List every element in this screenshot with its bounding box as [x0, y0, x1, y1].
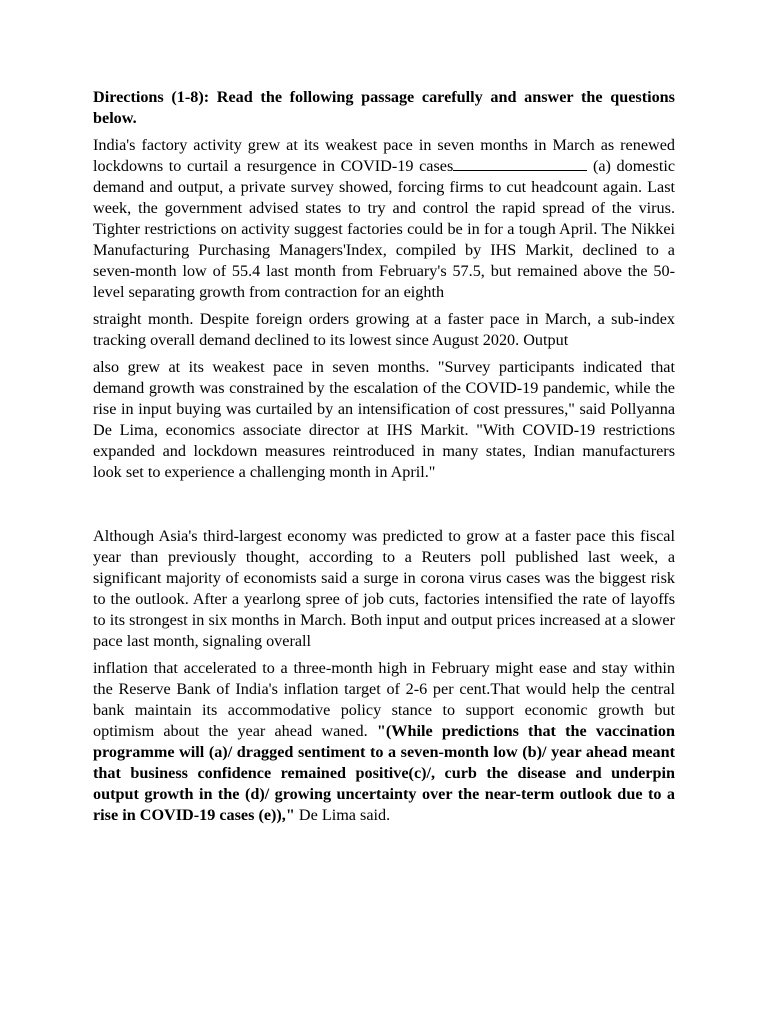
question-sentence-bold: "(While predictions that the vaccination programme will (a)/ dragged sentiment to a seven-month low (b)/ year ahead meant that business confidence remained positive(c)/, curb the disease and underpin output growth in the (d)/ growing uncertainty over the near-term outlook due to a rise in COVID-19 cases (e))," [93, 722, 676, 824]
paragraph-5-text: inflation that accelerated to a three-month high in February might ease and stay within the Reserve Bank of India's inflation target of 2-6 per cent.That would help the central bank maintain its accommodative policy stance to support economic growth but optimism about the year ahead waned. [93, 659, 675, 740]
paragraph-5 [93, 658, 675, 826]
directions-heading: Directions (1-8): Read the following passage carefully and answer the questions below. [93, 88, 675, 127]
paragraph-1-text-end: (a) domestic demand and output, a private survey showed, forcing firms to cut headcount again. Last week, the government advised states to try and control the rapid spread of the virus. Tighter restrictions on activity suggest factories could be in for a tough April. The Nikkei Manufacturing Purchasing Managers'Index, compiled by IHS Markit, declined to a seven-month low of 55.4 last month from February's 57.5, but remained above the 50-level separating growth from contraction for an eighth [93, 157, 676, 301]
paragraph-1 [93, 135, 675, 303]
fill-in-blank [453, 156, 587, 171]
paragraph-5-tail: De Lima said. [294, 806, 391, 824]
paragraph-3: also grew at its weakest pace in seven months. "Survey participants indicated that demand growth was constrained by the escalation of the COVID-19 pandemic, while the rise in input buying was curtailed by an intensification of cost pressures," said Pollyanna De Lima, economics associate director at IHS Markit. "With COVID-19 restrictions expanded and lockdown measures reintroduced in many states, Indian manufacturers look set to experience a challenging month in April." [93, 358, 675, 481]
paragraph-2: straight month. Despite foreign orders growing at a faster pace in March, a sub-index tracking overall demand declined to its lowest since August 2020. Output [93, 310, 675, 349]
paragraph-4: Although Asia's third-largest economy was predicted to grow at a faster pace this fiscal year than previously thought, according to a Reuters poll published last week, a significant majority of economists said a surge in corona virus cases was the biggest risk to the outlook. After a yearlong spree of job cuts, factories intensified the rate of layoffs to its strongest in six months in March. Both input and output prices increased at a slower pace last month, signaling overall [93, 527, 675, 650]
passage-document [93, 87, 675, 826]
paragraph-1-text-start: India's factory activity grew at its weakest pace in seven months in March as renewed lockdowns to curtail a resurgence in COVID-19 cases [93, 136, 675, 175]
